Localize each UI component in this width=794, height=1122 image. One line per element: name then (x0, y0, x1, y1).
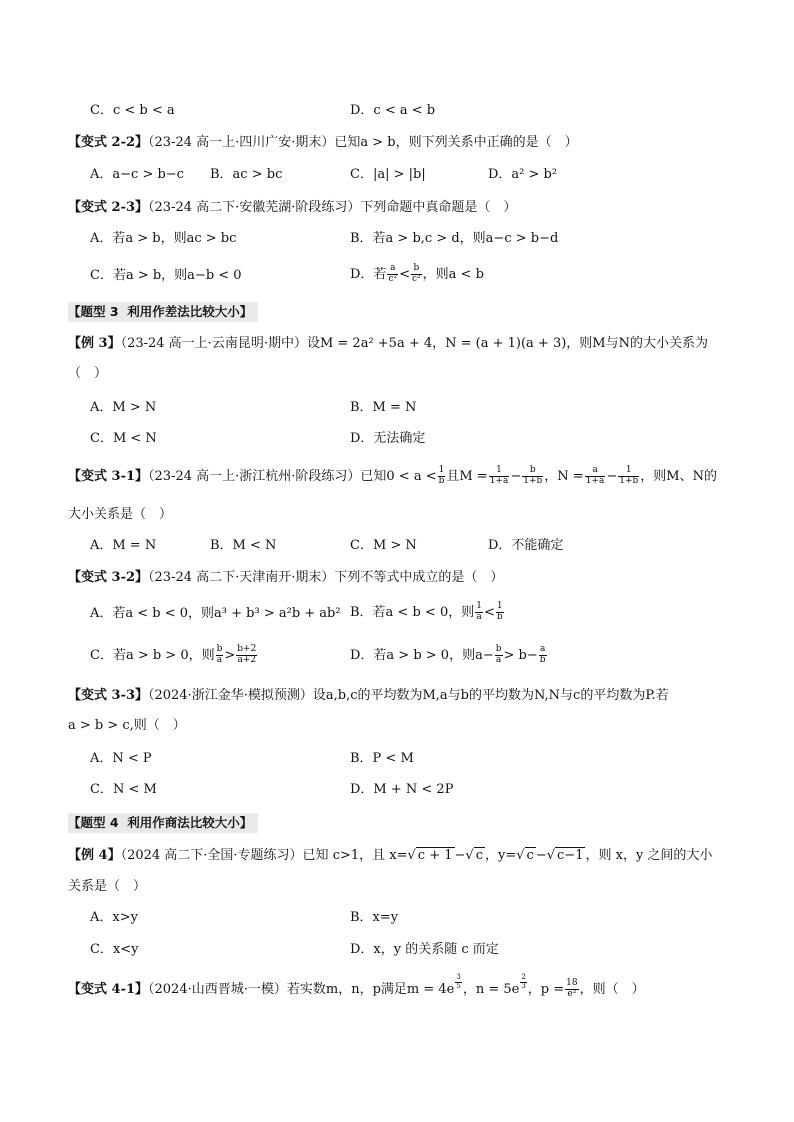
numerator: 3 (456, 973, 461, 981)
fraction (565, 979, 578, 1000)
minus-sign: − (606, 468, 618, 484)
question-variant-3-2 (68, 570, 503, 586)
sqrt-radicand: c (526, 848, 534, 863)
option-c: C．N < M (90, 782, 157, 797)
denominator: 1+b (523, 475, 543, 486)
option-a: A．若a < b < 0，则a³ + b³ > a²b + ab² (90, 606, 341, 621)
fraction (495, 645, 503, 666)
numerator: b+2 (237, 644, 257, 654)
question-tag: 【变式 4-1】 (68, 982, 149, 998)
denominator: b (438, 475, 445, 486)
fraction (438, 466, 446, 487)
question-text: （23-24 高二下·安徽芜湖·阶段练习）下列命题中真命题是（ ） (148, 200, 517, 215)
denominator: 1+a (489, 475, 509, 486)
numerator: b (216, 644, 223, 654)
numerator: b (411, 264, 422, 275)
question-text: （23-24 高二下·天津南开·期末）下列不等式中成立的是（ ） (148, 570, 504, 585)
numerator: 1 (476, 601, 482, 611)
option-b: B．ac > bc (210, 167, 283, 182)
comparison: > b− (503, 647, 538, 663)
fraction (475, 602, 483, 623)
fraction (539, 645, 547, 666)
numerator: a (585, 466, 606, 477)
numerator: a (387, 264, 398, 275)
option-d (350, 264, 484, 285)
minus-sign: − (454, 848, 466, 863)
option-d: D．x，y 的关系随 c 而定 (350, 942, 499, 957)
denominator: 5 (456, 981, 461, 990)
question-text: 且M = (446, 468, 488, 484)
question-text: （23-24 高一上·四川广安·期末）已知a > b，则下列关系中正确的是（ ） (148, 135, 578, 150)
option-a: A．a−c > b−c (90, 167, 184, 182)
option-b: B．M = N (350, 400, 417, 415)
question-text: （2024·浙江金华·模拟预测）设a,b,c的平均数为M,a与b的平均数为N,N与c的平均数为P.若 (148, 688, 669, 703)
denominator: b (539, 654, 546, 665)
option-b: B．x=y (350, 910, 399, 925)
option-c: C．M < N (90, 431, 157, 446)
numerator: 2 (521, 973, 526, 981)
heading-title: 利用作差法比较大小】 (127, 304, 253, 319)
question-text: ，n = 5e (462, 982, 520, 998)
question-variant-2-3 (68, 200, 516, 216)
option-c (90, 645, 258, 666)
denominator: 1+a (585, 475, 605, 486)
comparison: > (224, 647, 236, 663)
question-text-line2: a > b > c,则（ ） (68, 718, 186, 733)
heading-title: 利用作商法比较大小】 (127, 815, 253, 830)
numerator: 1 (618, 466, 639, 477)
numerator: 1 (438, 465, 445, 475)
option-d-prefix: D．若 (350, 266, 387, 282)
question-tag: 【例 3】 (68, 336, 121, 351)
question-text: ，p = (527, 982, 565, 998)
option-d: D．M + N < 2P (350, 782, 454, 797)
fraction (216, 645, 224, 666)
denominator: 3 (521, 981, 526, 990)
option-a: A．N < P (90, 751, 152, 766)
option-d: D．a² > b² (488, 167, 558, 182)
option-a: A．若a > b，则ac > bc (90, 231, 237, 246)
option-b: B．P < M (350, 751, 414, 766)
option-a: A．M = N (90, 538, 157, 553)
option-c: C．x<y (90, 942, 139, 957)
question-tag: 【变式 2-3】 (68, 200, 149, 215)
numerator: 1 (489, 466, 510, 477)
denominator: c² (388, 273, 398, 284)
denominator: c² (412, 273, 421, 284)
option-b-prefix: B．若a < b < 0，则 (350, 604, 475, 620)
question-text: ，则M、N的 (640, 468, 717, 484)
denominator: a (216, 654, 223, 665)
comparison: < (399, 266, 410, 282)
question-tag: 【变式 3-2】 (68, 570, 149, 585)
denominator: a (495, 654, 502, 665)
question-text: （2024 高二下·全国·专题练习）已知 c>1，且 x= (120, 848, 408, 863)
question-tag: 【变式 3-1】 (68, 468, 149, 484)
question-text: ，N = (544, 468, 584, 484)
question-text-line2: 关系是（ ） (68, 879, 147, 894)
option-c: C．M > N (350, 538, 417, 553)
sqrt-radicand: c (475, 848, 483, 863)
question-variant-3-1 (68, 466, 717, 487)
minus-sign: − (535, 848, 547, 863)
option-b (350, 602, 505, 623)
option-d (350, 645, 548, 666)
question-text: ，则 x，y 之间的大小 (585, 848, 713, 863)
section-heading-3 (68, 302, 258, 322)
option-d: D．不能确定 (488, 538, 564, 553)
option-b: B．若a > b,c > d，则a−c > b−d (350, 231, 559, 246)
fraction (522, 466, 543, 487)
fraction (618, 466, 639, 487)
option-a: A．M > N (90, 400, 157, 415)
fraction (489, 466, 510, 487)
fraction (236, 645, 257, 666)
question-text: ，则（ ） (579, 982, 645, 998)
denominator: e² (567, 989, 577, 1000)
question-example-4: 【例 4】（2024 高二下·全国·专题练习）已知 c>1，且 x=√ c + 1 −√ c ，y=√ c −√ c−1 ，则 x，y 之间的大小 (68, 848, 713, 863)
question-example-3 (68, 336, 708, 352)
option-b: B．M < N (210, 538, 277, 553)
question-variant-4-1 (68, 974, 645, 1000)
option-c-prefix: C．若a > b > 0，则 (90, 647, 215, 663)
minus-sign: − (510, 468, 522, 484)
question-variant-3-3 (68, 688, 669, 704)
denominator: b (496, 611, 503, 622)
numerator: b (495, 644, 502, 654)
fraction (585, 466, 606, 487)
numerator: a (539, 644, 546, 654)
option-c: C．c < b < a (90, 103, 175, 118)
denominator: a (476, 611, 482, 622)
heading-tag: 【题型 4 (68, 815, 119, 830)
option-a: A．x>y (90, 910, 138, 925)
comparison: < (483, 604, 495, 620)
question-text: （23-24 高一上·云南昆明·期中）设M = 2a² +5a + 4，N = (a + 1)(a + 3)，则M与N的大小关系为 (120, 336, 708, 351)
exponent-fraction (455, 974, 461, 990)
option-c: C．|a| > |b| (350, 167, 426, 182)
question-tag: 【例 4】 (68, 848, 121, 863)
question-variant-2-2 (68, 135, 578, 151)
option-d: D．c < a < b (350, 103, 436, 118)
option-d: D．无法确定 (350, 431, 426, 446)
fraction (411, 264, 422, 285)
option-d-suffix: ，则a < b (422, 266, 484, 282)
question-paren: （ ） (68, 366, 108, 381)
denominator: 1+b (619, 475, 639, 486)
numerator: b (522, 466, 543, 477)
option-c: C．若a > b，则a−b < 0 (90, 268, 242, 283)
heading-tag: 【题型 3 (68, 304, 119, 319)
section-heading-4 (68, 813, 258, 833)
fraction (496, 602, 504, 623)
numerator: 18 (566, 978, 578, 989)
option-d-prefix: D．若a > b > 0，则a− (350, 647, 494, 663)
question-text: （2024·山西晋城·一模）若实数m，n，p满足m = 4e (148, 982, 455, 998)
question-tag: 【变式 2-2】 (68, 135, 149, 150)
sqrt-radicand: c−1 (557, 848, 584, 863)
question-text: ，y= (485, 848, 517, 863)
question-text: （23-24 高一上·浙江杭州·阶段练习）已知0 < a < (148, 468, 437, 484)
question-text-line2: 大小关系是（ ） (68, 507, 173, 522)
question-tag: 【变式 3-3】 (68, 688, 149, 703)
denominator: a+2 (237, 654, 257, 665)
sqrt-radicand: c + 1 (417, 848, 453, 863)
numerator: 1 (496, 601, 503, 611)
fraction (387, 264, 398, 285)
exponent-fraction (520, 974, 526, 990)
